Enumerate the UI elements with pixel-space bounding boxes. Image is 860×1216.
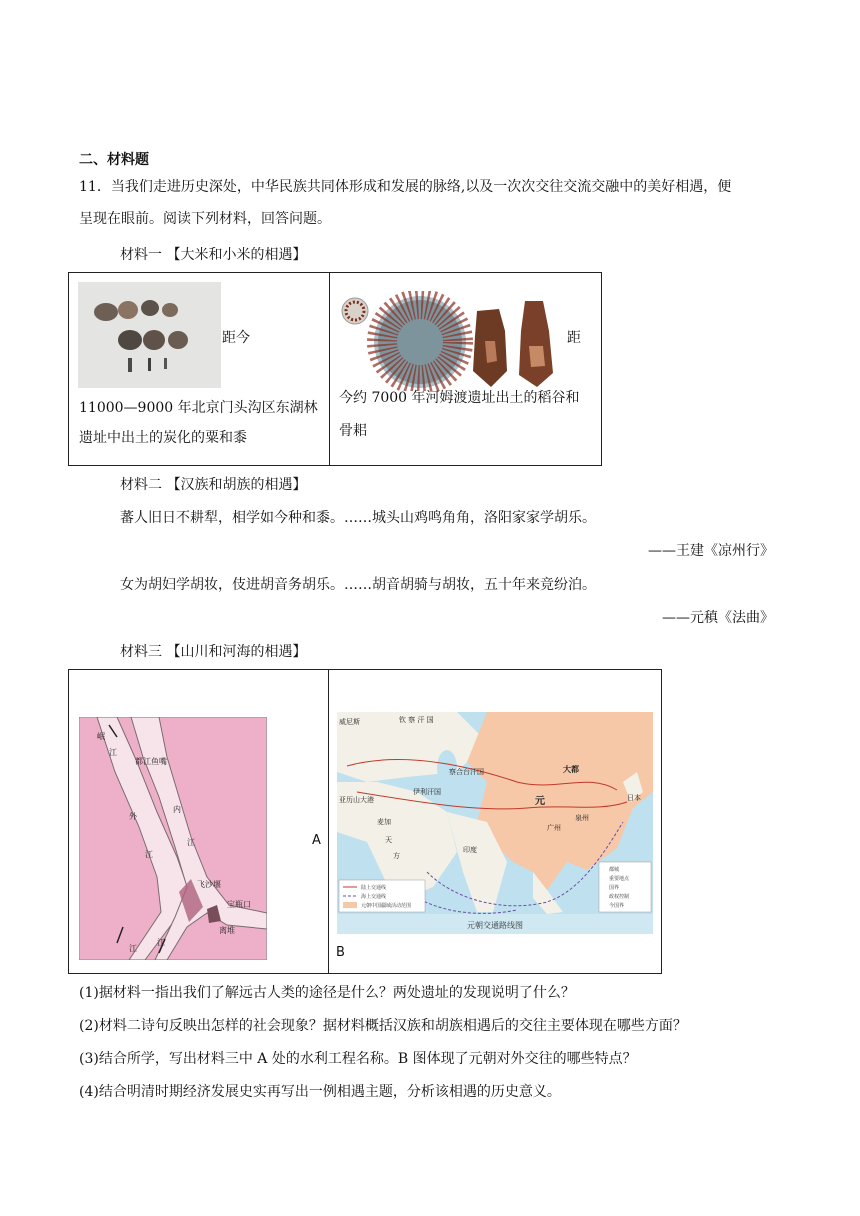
label-baopingkou: 宝瓶口 — [227, 900, 251, 909]
rice-and-bone-spade-photo — [339, 291, 559, 391]
legend-capital: 都城 — [609, 867, 620, 873]
map-quanzhou: 泉州 — [575, 814, 589, 822]
legend-regime: 政权控制 — [609, 894, 630, 900]
material3-heading: 材料三 【山川和河海的相遇】 — [120, 644, 307, 660]
material1-right-frag: 距 — [567, 330, 581, 346]
map-japan: 日本 — [627, 794, 641, 802]
material2-heading: 材料二 【汉族和胡族的相遇】 — [120, 477, 307, 493]
label-jiang: 江 — [109, 748, 117, 757]
legend-modern: 今国界 — [609, 903, 625, 909]
label-b: B — [336, 945, 345, 960]
material2-poem2: 女为胡妇学胡妆，伎进胡音务胡乐。……胡音胡骑与胡妆，五十年来竞纷泊。 — [120, 577, 596, 593]
section-title: 二、材料题 — [79, 152, 149, 168]
material1-left-frag: 距今 — [222, 330, 250, 346]
table-divider — [328, 670, 329, 973]
legend-sea: 海上交通线 — [361, 894, 387, 900]
label-yuzui: 都江鱼嘴 — [135, 757, 167, 766]
map-india: 印度 — [463, 846, 477, 854]
map-chagatai: 察合台汗国 — [449, 768, 484, 776]
map-venice: 威尼斯 — [339, 718, 360, 726]
legend-place: 重要地点 — [609, 876, 630, 882]
sub-question-4: (4)结合明清时期经济发展史实再写出一例相遇主题，分析该相遇的历史意义。 — [79, 1084, 561, 1100]
map-mecca: 麦加 — [377, 818, 391, 826]
map-caption: 元朝交通路线图 — [467, 921, 523, 930]
legend-territory: 元朝中国疆域活动范围 — [361, 903, 412, 909]
question-stem-line1: 11．当我们走进历史深处，中华民族共同体形成和发展的脉络,以及一次次交往交流交融中的美好相遇，便 — [79, 179, 732, 195]
material2-poem1: 蕃人旧日不耕犁，相学如今种和黍。……城头山鸡鸣角角，洛阳家家学胡乐。 — [120, 510, 596, 526]
label-min: 岷 — [97, 732, 105, 741]
material1-right-line1: 今约 7000 年河姆渡遗址出土的稻谷和 — [339, 390, 580, 406]
label-lidui: 离堆 — [219, 926, 235, 935]
label-nei: 内 — [173, 805, 181, 814]
dujiangyan-diagram — [79, 717, 267, 960]
grain-fossil-photo — [78, 282, 221, 388]
map-dadu: 大都 — [563, 765, 579, 774]
table-divider — [329, 273, 330, 465]
map-tianfang: 天 — [385, 836, 392, 844]
question-stem-line2: 呈现在眼前。阅读下列材料，回答问题。 — [79, 211, 331, 227]
legend-border: 国界 — [609, 885, 620, 891]
yuan-traffic-map — [337, 712, 653, 934]
material1-right-line2: 骨耜 — [339, 423, 367, 439]
map-ilkhanate: 伊利汗国 — [413, 788, 441, 796]
label-a: A — [312, 833, 321, 848]
material1-left-line2: 遗址中出土的炭化的粟和黍 — [79, 430, 247, 446]
material1-heading: 材料一 【大米和小米的相遇】 — [120, 247, 307, 263]
material1-table — [68, 272, 602, 466]
map-kipchak: 钦 察 汗 国 — [399, 716, 434, 724]
sub-question-3: (3)结合所学，写出材料三中 A 处的水利工程名称。B 图体现了元朝对外交往的哪些特点？ — [79, 1051, 637, 1067]
sub-question-2: (2)材料二诗句反映出怎样的社会现象？据材料概括汉族和胡族相遇后的交往主要体现在哪些方面？ — [79, 1018, 687, 1034]
map-yuan: 元 — [535, 796, 545, 807]
legend-land: 陆上交通线 — [361, 885, 387, 891]
label-jiang-wai: 江 — [145, 850, 153, 859]
material2-source1: ——王建《凉州行》 — [648, 543, 774, 559]
map-tianfang2: 方 — [393, 852, 400, 860]
material2-source2: ——元稹《法曲》 — [662, 610, 774, 626]
label-jiang-3: 江 — [129, 944, 137, 953]
label-jiang-2: 江 — [157, 938, 165, 947]
map-alexandria: 亚历山大港 — [339, 796, 374, 804]
label-feishayan: 飞沙堰 — [197, 880, 221, 889]
material1-left-line1: 11000—9000 年北京门头沟区东湖林 — [79, 400, 318, 416]
material3-table — [68, 669, 662, 974]
sub-question-1: (1)据材料一指出我们了解远古人类的途径是什么？两处遗址的发现说明了什么？ — [79, 985, 575, 1001]
label-jiang-nei: 江 — [187, 838, 195, 847]
map-guangzhou: 广州 — [547, 824, 561, 832]
label-wai: 外 — [129, 812, 137, 821]
